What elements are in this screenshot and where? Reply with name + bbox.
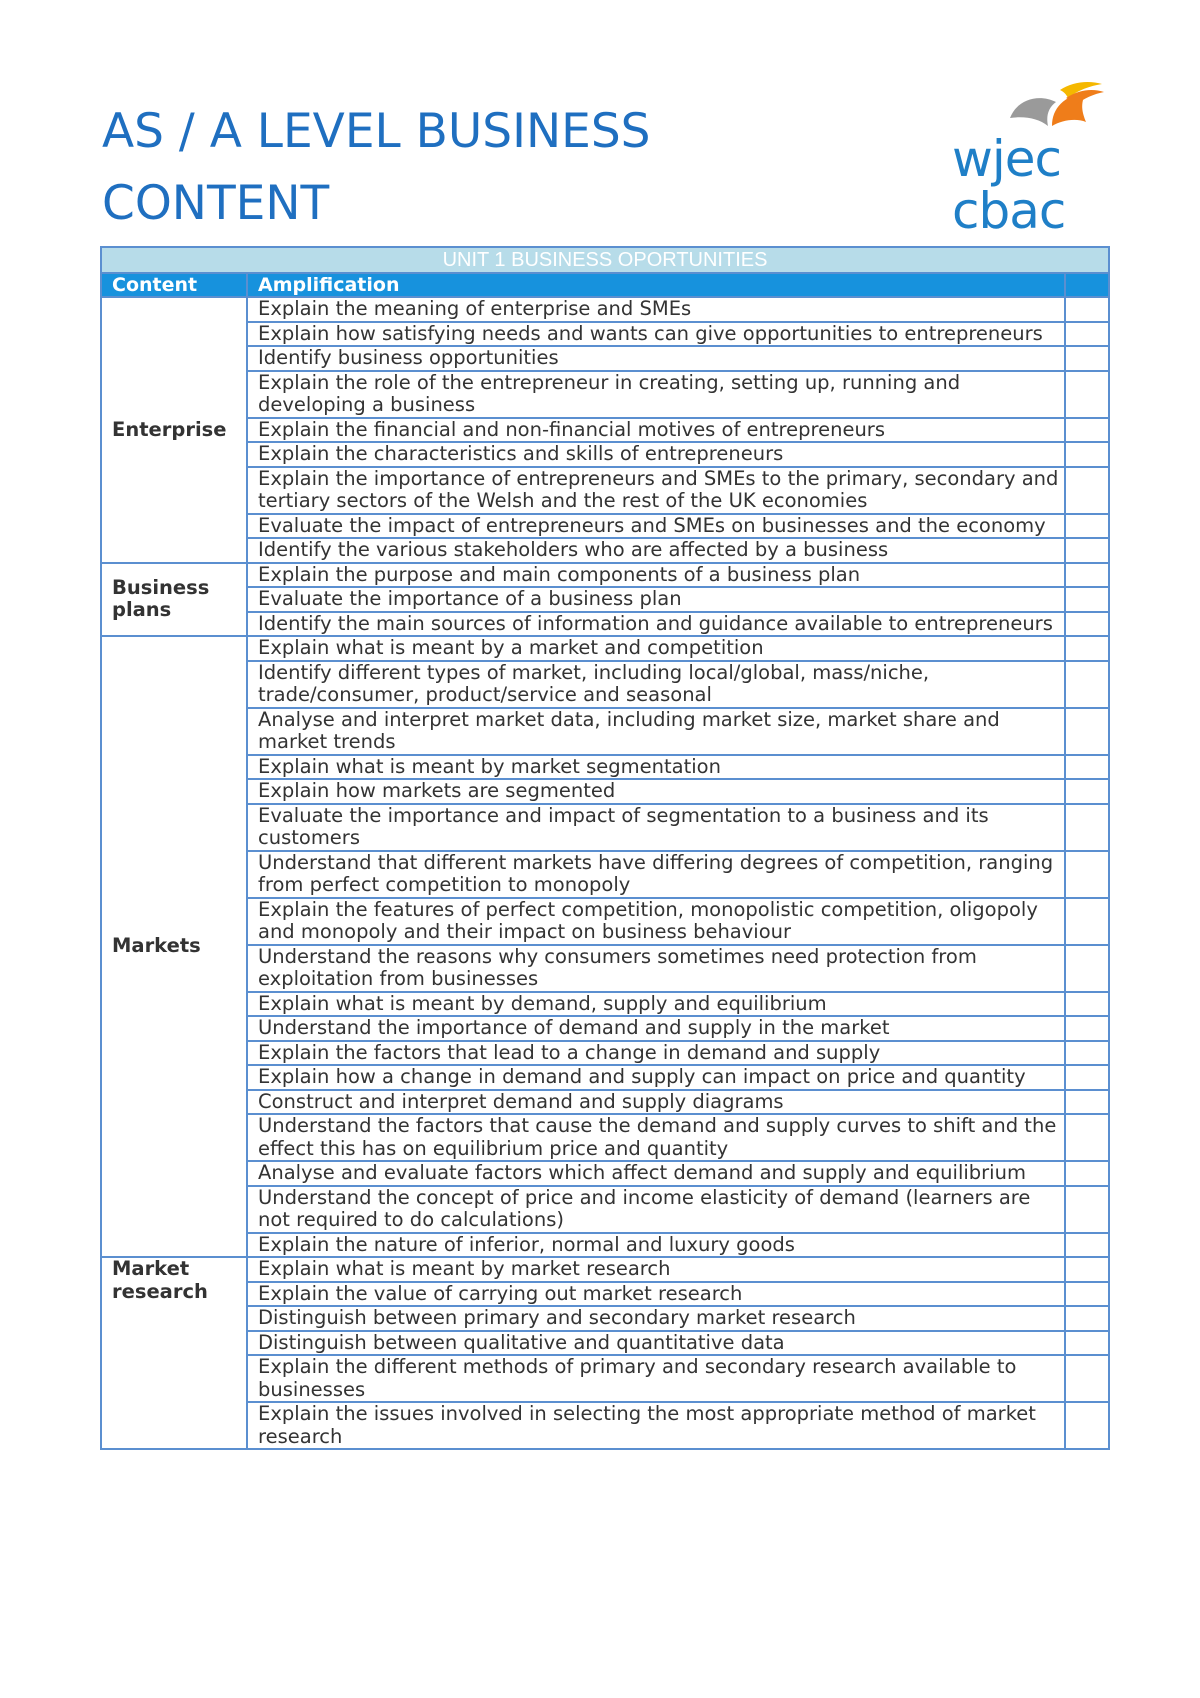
checkbox-cell[interactable]: [1065, 779, 1109, 804]
amplification-cell: Explain the importance of entrepreneurs and SMEs to the primary, secondary and tertiary sectors of the Welsh and the rest of the UK economies: [247, 467, 1065, 514]
checkbox-cell[interactable]: [1065, 514, 1109, 539]
checkbox-cell[interactable]: [1065, 1041, 1109, 1066]
amplification-cell: Understand the factors that cause the demand and supply curves to shift and the effect this has on equilibrium price and quantity: [247, 1114, 1065, 1161]
amplification-cell: Explain the meaning of enterprise and SMEs: [247, 297, 1065, 322]
amplification-cell: Explain the factors that lead to a change in demand and supply: [247, 1041, 1065, 1066]
table-row: [101, 992, 1109, 1017]
table-row: [101, 1257, 1109, 1282]
checkbox-cell[interactable]: [1065, 1016, 1109, 1041]
amplification-cell: Evaluate the importance of a business plan: [247, 587, 1065, 612]
checkbox-cell[interactable]: [1065, 851, 1109, 898]
amplification-cell: Explain the characteristics and skills of entrepreneurs: [247, 442, 1065, 467]
table-body: [101, 297, 1109, 1449]
checkbox-cell[interactable]: [1065, 322, 1109, 347]
checkbox-cell[interactable]: [1065, 297, 1109, 322]
checkbox-cell[interactable]: [1065, 612, 1109, 637]
table-row: [101, 1306, 1109, 1331]
amplification-cell: Explain the financial and non-financial motives of entrepreneurs: [247, 418, 1065, 443]
checkbox-cell[interactable]: [1065, 898, 1109, 945]
content-header: Content: [101, 273, 247, 297]
table-row: [101, 945, 1109, 992]
table-row: [101, 1114, 1109, 1161]
amplification-cell: Analyse and evaluate factors which affect demand and supply and equilibrium: [247, 1161, 1065, 1186]
header-row: [101, 273, 1109, 297]
amplification-header: Amplification: [247, 273, 1065, 297]
table-row: [101, 418, 1109, 443]
amplification-cell: Understand the reasons why consumers sometimes need protection from exploitation from businesses: [247, 945, 1065, 992]
amplification-cell: Distinguish between primary and secondary market research: [247, 1306, 1065, 1331]
checkbox-cell[interactable]: [1065, 467, 1109, 514]
checkbox-cell[interactable]: [1065, 1355, 1109, 1402]
amplification-cell: Explain the nature of inferior, normal and luxury goods: [247, 1233, 1065, 1258]
checkbox-header: [1065, 273, 1109, 297]
amplification-cell: Identify business opportunities: [247, 346, 1065, 371]
table-row: [101, 371, 1109, 418]
wjec-cbac-logo: [948, 78, 1106, 238]
checkbox-cell[interactable]: [1065, 538, 1109, 563]
checkbox-cell[interactable]: [1065, 371, 1109, 418]
amplification-cell: Evaluate the importance and impact of segmentation to a business and its customers: [247, 804, 1065, 851]
topic-cell: Market research: [101, 1257, 247, 1449]
table-row: [101, 1065, 1109, 1090]
checkbox-cell[interactable]: [1065, 1186, 1109, 1233]
table-row: [101, 1016, 1109, 1041]
table-row: [101, 1090, 1109, 1115]
amplification-cell: Explain the value of carrying out market research: [247, 1282, 1065, 1307]
checkbox-cell[interactable]: [1065, 1065, 1109, 1090]
amplification-cell: Explain what is meant by a market and competition: [247, 636, 1065, 661]
table-row: [101, 898, 1109, 945]
amplification-cell: Explain how markets are segmented: [247, 779, 1065, 804]
logo-wjec-text: wjec: [952, 130, 1062, 188]
amplification-cell: Identify the various stakeholders who are affected by a business: [247, 538, 1065, 563]
table-row: [101, 755, 1109, 780]
table-row: [101, 1233, 1109, 1258]
checkbox-cell[interactable]: [1065, 708, 1109, 755]
checkbox-cell[interactable]: [1065, 755, 1109, 780]
topic-cell: Business plans: [101, 563, 247, 637]
amplification-cell: Understand the concept of price and income elasticity of demand (learners are not required to do calculations): [247, 1186, 1065, 1233]
checkbox-cell[interactable]: [1065, 442, 1109, 467]
unit-title-row: [101, 247, 1109, 273]
checkbox-cell[interactable]: [1065, 1161, 1109, 1186]
checkbox-cell[interactable]: [1065, 1257, 1109, 1282]
amplification-cell: Explain the features of perfect competition, monopolistic competition, oligopoly and monopoly and their impact on business behaviour: [247, 898, 1065, 945]
topic-cell: Enterprise: [101, 297, 247, 563]
checkbox-cell[interactable]: [1065, 1282, 1109, 1307]
table-row: [101, 1282, 1109, 1307]
checkbox-cell[interactable]: [1065, 1306, 1109, 1331]
amplification-cell: Explain how satisfying needs and wants can give opportunities to entrepreneurs: [247, 322, 1065, 347]
table-row: [101, 708, 1109, 755]
table-row: [101, 1161, 1109, 1186]
amplification-cell: Distinguish between qualitative and quantitative data: [247, 1331, 1065, 1356]
amplification-cell: Analyse and interpret market data, including market size, market share and market trends: [247, 708, 1065, 755]
checkbox-cell[interactable]: [1065, 1402, 1109, 1449]
checkbox-cell[interactable]: [1065, 661, 1109, 708]
amplification-cell: Evaluate the impact of entrepreneurs and SMEs on businesses and the economy: [247, 514, 1065, 539]
table-row: [101, 804, 1109, 851]
checkbox-cell[interactable]: [1065, 992, 1109, 1017]
checkbox-cell[interactable]: [1065, 587, 1109, 612]
table-row: [101, 442, 1109, 467]
amplification-cell: Explain what is meant by demand, supply and equilibrium: [247, 992, 1065, 1017]
amplification-cell: Explain the issues involved in selecting the most appropriate method of market research: [247, 1402, 1065, 1449]
table-row: [101, 1331, 1109, 1356]
table-row: [101, 467, 1109, 514]
table-row: [101, 297, 1109, 322]
amplification-cell: Explain how a change in demand and supply can impact on price and quantity: [247, 1065, 1065, 1090]
topic-cell: Markets: [101, 636, 247, 1257]
checkbox-cell[interactable]: [1065, 1331, 1109, 1356]
checkbox-cell[interactable]: [1065, 945, 1109, 992]
checkbox-cell[interactable]: [1065, 563, 1109, 588]
table-row: [101, 1041, 1109, 1066]
table-row: [101, 1355, 1109, 1402]
amplification-cell: Explain what is meant by market research: [247, 1257, 1065, 1282]
table-row: [101, 514, 1109, 539]
page-title: AS / A LEVEL BUSINESS CONTENT: [102, 104, 651, 231]
table-row: [101, 779, 1109, 804]
unit-title: UNIT 1 BUSINESS OPORTUNITIES: [101, 247, 1109, 273]
checkbox-cell[interactable]: [1065, 804, 1109, 851]
amplification-cell: Understand the importance of demand and supply in the market: [247, 1016, 1065, 1041]
checkbox-cell[interactable]: [1065, 346, 1109, 371]
checkbox-cell[interactable]: [1065, 636, 1109, 661]
checkbox-cell[interactable]: [1065, 1090, 1109, 1115]
logo-grey-page: [1010, 98, 1056, 126]
table-row: [101, 612, 1109, 637]
amplification-cell: Explain the purpose and main components of a business plan: [247, 563, 1065, 588]
amplification-cell: Explain the role of the entrepreneur in creating, setting up, running and developing a business: [247, 371, 1065, 418]
table-row: [101, 1402, 1109, 1449]
amplification-cell: Construct and interpret demand and supply diagrams: [247, 1090, 1065, 1115]
table-row: [101, 1186, 1109, 1233]
table-row: [101, 661, 1109, 708]
table-row: [101, 851, 1109, 898]
content-table: [100, 246, 1110, 1450]
table-row: [101, 636, 1109, 661]
table-row: [101, 322, 1109, 347]
checkbox-cell[interactable]: [1065, 1114, 1109, 1161]
checkbox-cell[interactable]: [1065, 418, 1109, 443]
amplification-cell: Identify different types of market, including local/global, mass/niche, trade/consumer, product/service and seasonal: [247, 661, 1065, 708]
amplification-cell: Explain what is meant by market segmentation: [247, 755, 1065, 780]
logo-cbac-text: cbac: [952, 182, 1066, 238]
amplification-cell: Identify the main sources of information and guidance available to entrepreneurs: [247, 612, 1065, 637]
checkbox-cell[interactable]: [1065, 1233, 1109, 1258]
amplification-cell: Explain the different methods of primary and secondary research available to businesses: [247, 1355, 1065, 1402]
table-row: [101, 346, 1109, 371]
table-row: [101, 587, 1109, 612]
amplification-cell: Understand that different markets have differing degrees of competition, ranging from perfect competition to monopoly: [247, 851, 1065, 898]
table-row: [101, 538, 1109, 563]
table-row: [101, 563, 1109, 588]
